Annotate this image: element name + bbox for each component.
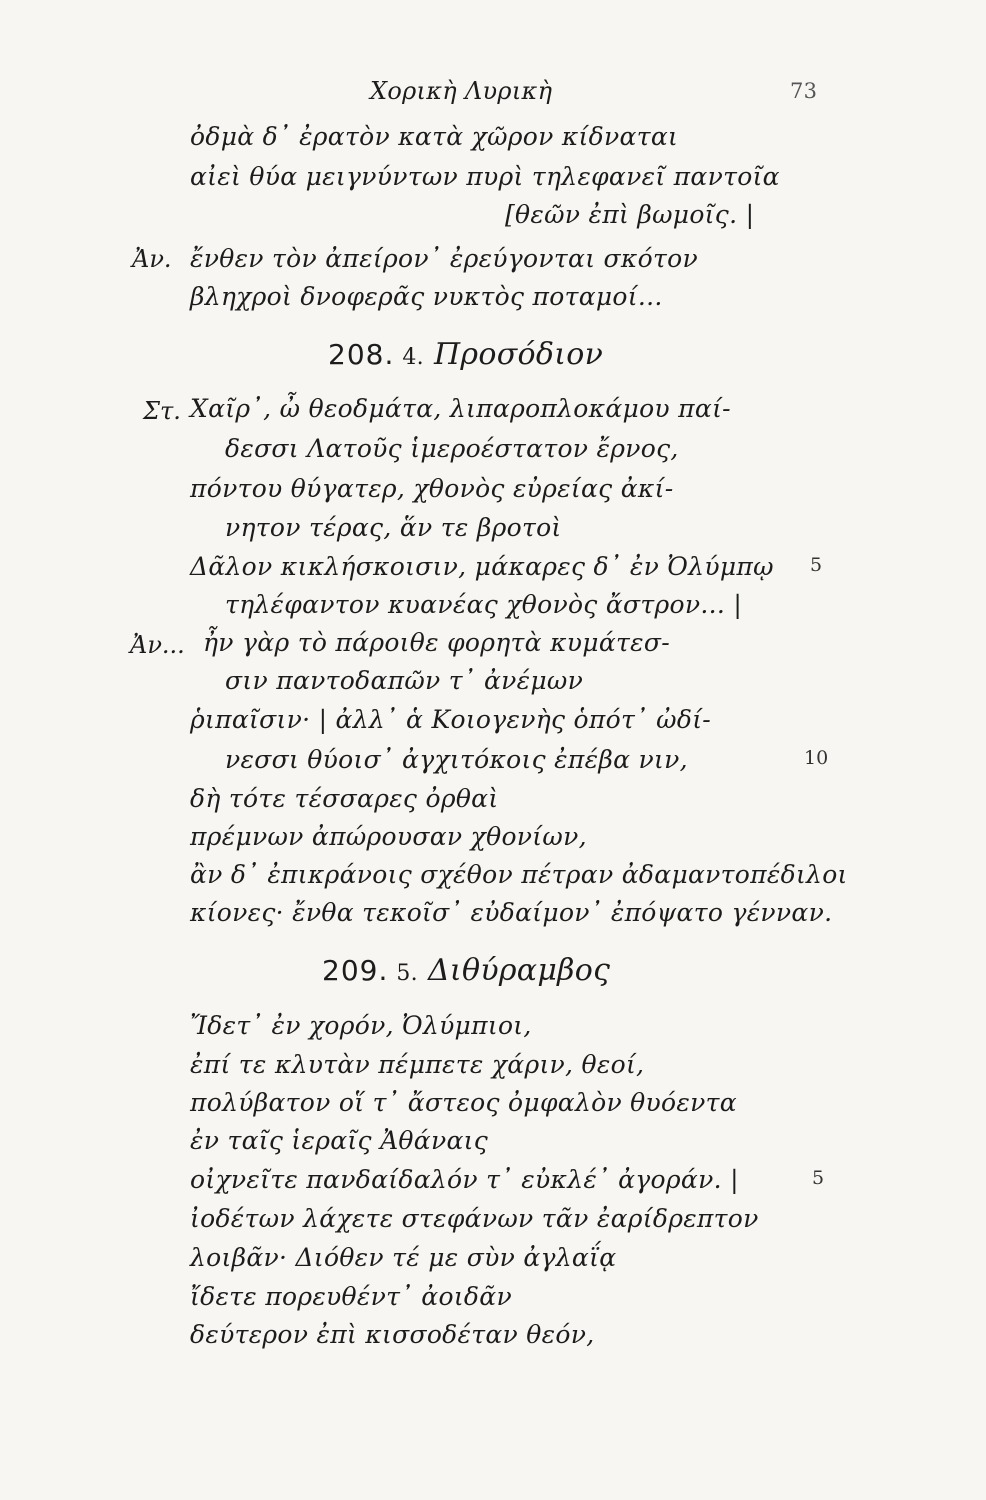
verse-line: σιν παντοδαπῶν τ᾽ ἀνέμων [225,666,584,695]
verse-line: βληχροὶ δνοφερᾶς νυκτὸς ποταμοί... [190,282,663,311]
verse-line: ἰοδέτων λάχετε στεφάνων τᾶν ἐαρίδρεπτον [190,1204,759,1233]
verse-line: πολύβατον οἵ τ᾽ ἄστεος ὀμφαλὸν θυόεντα [190,1088,737,1117]
section-title: Διθύραμβος [427,953,611,988]
verse-line: ἴδετε πορευθέντ᾽ ἀοιδᾶν [190,1282,512,1311]
verse-line: [θεῶν ἐπὶ βωμοῖς. | [505,200,755,229]
line-number: 5 [810,554,823,576]
speaker-label: Στ. [143,397,181,425]
line-number: 5 [812,1167,825,1189]
verse-line: κίονες· ἔνθα τεκοῖσ᾽ εὐδαίμον᾽ ἐπόψατο γένναν. [190,898,833,927]
verse-line: δεσσι Λατοῦς ἱμεροέστατον ἔρνος, [225,434,679,463]
section-heading-209 [322,953,611,989]
speaker-label: Ἀν. [132,245,172,273]
verse-line: ἐπί τε κλυτὰν πέμπετε χάριν, θεοί, [190,1050,645,1079]
verse-line: Χαῖρ᾽, ὦ θεοδμάτα, λιπαροπλοκάμου παί- [190,394,731,423]
verse-line: νεσσι θύοισ᾽ ἀγχιτόκοις ἐπέβα νιν, [225,745,688,774]
verse-line: ὀδμὰ δ᾽ ἐρατὸν κατὰ χῶρον κίδναται [190,122,679,151]
verse-line: ἦν γὰρ τὸ πάροιθε φορητὰ κυμάτεσ- [203,628,670,657]
verse-line: Δᾶλον κικλήσκοισιν, μάκαρες δ᾽ ἐν Ὀλύμπῳ [190,552,774,581]
section-subnumber: 4. [402,345,424,370]
verse-line: ἔνθεν τὸν ἀπείρον᾽ ἐρεύγονται σκότον [190,244,698,273]
section-subnumber: 5. [396,961,418,986]
verse-line: αἰεὶ θύα μειγνύντων πυρὶ τηλεφανεῖ παντοῖα [190,162,780,191]
verse-line: Ἴδετ᾽ ἐν χορόν, Ὀλύμπιοι, [190,1011,532,1040]
verse-line: ἐν ταῖς ἱεραῖς Ἀθάναις [190,1126,489,1155]
verse-line: δεύτερον ἐπὶ κισσοδέταν θεόν, [190,1320,595,1349]
verse-line: ῥιπαῖσιν· | ἀλλ᾽ ἁ Κοιογενὴς ὁπότ᾽ ὠδί- [190,705,712,734]
verse-line: πρέμνων ἀπώρουσαν χθονίων, [190,822,587,851]
verse-line: δὴ τότε τέσσαρες ὀρθαὶ [190,784,499,813]
verse-line: τηλέφαντον κυανέας χθονὸς ἄστρον... | [225,590,743,619]
running-header-title: Χορικὴ Λυρικὴ [370,77,553,105]
section-number: 209. [322,954,389,987]
section-heading-208 [328,337,604,373]
section-number: 208. [328,338,395,371]
verse-line: λοιβᾶν· Διόθεν τέ με σὺν ἀγλαΐᾳ [190,1243,617,1272]
verse-line: οἰχνεῖτε πανδαίδαλόν τ᾽ εὐκλέ᾽ ἀγοράν. | [190,1165,739,1194]
verse-line: πόντου θύγατερ, χθονὸς εὐρείας ἀκί- [190,474,674,503]
page-number: 73 [790,79,818,103]
verse-line: νητον τέρας, ἅν τε βροτοὶ [225,513,562,542]
line-number: 10 [804,747,829,769]
section-title: Προσόδιον [433,337,604,372]
verse-line: ἂν δ᾽ ἐπικράνοις σχέθον πέτραν ἀδαμαντοπέδιλοι [190,860,848,889]
speaker-label: Ἀν... [130,631,185,659]
